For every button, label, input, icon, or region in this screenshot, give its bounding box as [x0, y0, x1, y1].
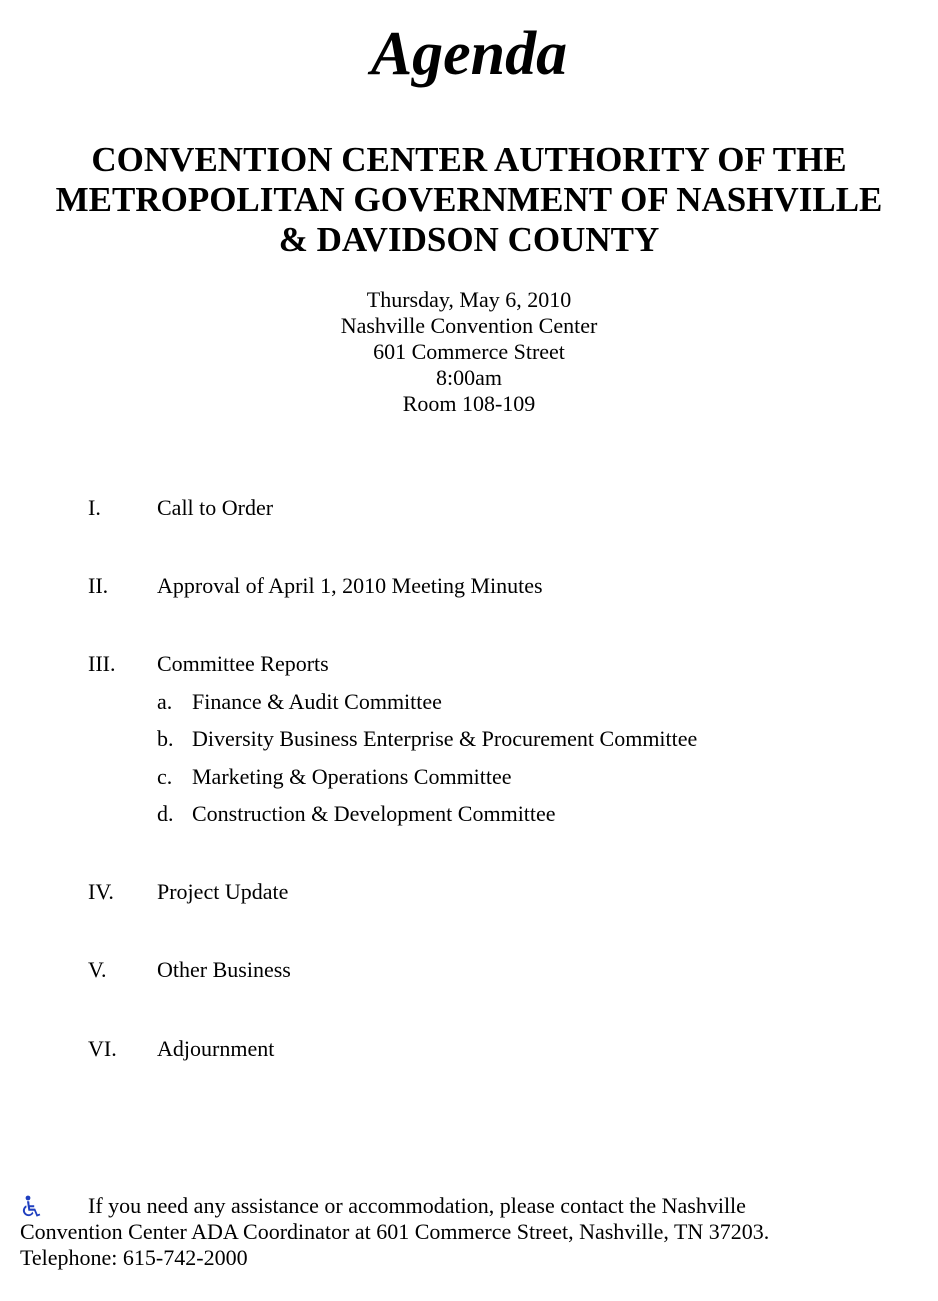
agenda-item-numeral: II. — [88, 573, 109, 598]
meeting-time: 8:00am — [436, 365, 502, 390]
agenda-item-text: Call to Order — [157, 495, 274, 520]
agenda-item-numeral: VI. — [88, 1036, 117, 1061]
sub-item-text: Construction & Development Committee — [192, 801, 556, 826]
organization-name-line-1: CONVENTION CENTER AUTHORITY OF THE — [91, 140, 847, 179]
meeting-details — [0, 287, 938, 417]
agenda-item-text: Committee Reports — [157, 651, 329, 676]
meeting-venue: Nashville Convention Center — [340, 313, 598, 338]
agenda-item-numeral: IV. — [88, 879, 114, 904]
sub-item-letter: a. — [157, 689, 173, 714]
organization-name-line-3: & DAVIDSON COUNTY — [278, 220, 660, 259]
sub-item-letter: b. — [157, 726, 174, 751]
agenda-item-numeral: V. — [88, 957, 107, 982]
sub-item-text: Diversity Business Enterprise & Procurement Committee — [192, 726, 698, 751]
agenda-item-text: Adjournment — [157, 1036, 275, 1061]
meeting-room: Room 108-109 — [402, 391, 536, 416]
sub-item-letter: d. — [157, 801, 174, 826]
sub-item-text: Marketing & Operations Committee — [192, 764, 512, 789]
organization-name — [0, 140, 938, 260]
meeting-address: 601 Commerce Street — [373, 339, 565, 364]
organization-name-line-2: METROPOLITAN GOVERNMENT OF NASHVILLE — [55, 180, 883, 219]
agenda-item-text: Project Update — [157, 879, 289, 904]
agenda-item-numeral: III. — [88, 651, 116, 676]
agenda-item-numeral: I. — [88, 495, 101, 520]
agenda-item-text: Approval of April 1, 2010 Meeting Minutes — [157, 573, 543, 598]
wheelchair-accessibility-icon — [20, 1195, 42, 1217]
sub-item-text: Finance & Audit Committee — [192, 689, 442, 714]
sub-item-letter: c. — [157, 764, 173, 789]
ada-notice — [20, 1193, 920, 1271]
ada-notice-line-3: Telephone: 615-742-2000 — [20, 1245, 248, 1270]
ada-notice-line-1: If you need any assistance or accommodation, please contact the Nashville — [88, 1193, 746, 1218]
agenda-item-text: Other Business — [157, 957, 291, 982]
ada-notice-line-2: Convention Center ADA Coordinator at 601 Commerce Street, Nashville, TN 37203. — [20, 1219, 770, 1244]
page-title: Agenda — [370, 20, 568, 88]
meeting-date: Thursday, May 6, 2010 — [366, 287, 572, 312]
